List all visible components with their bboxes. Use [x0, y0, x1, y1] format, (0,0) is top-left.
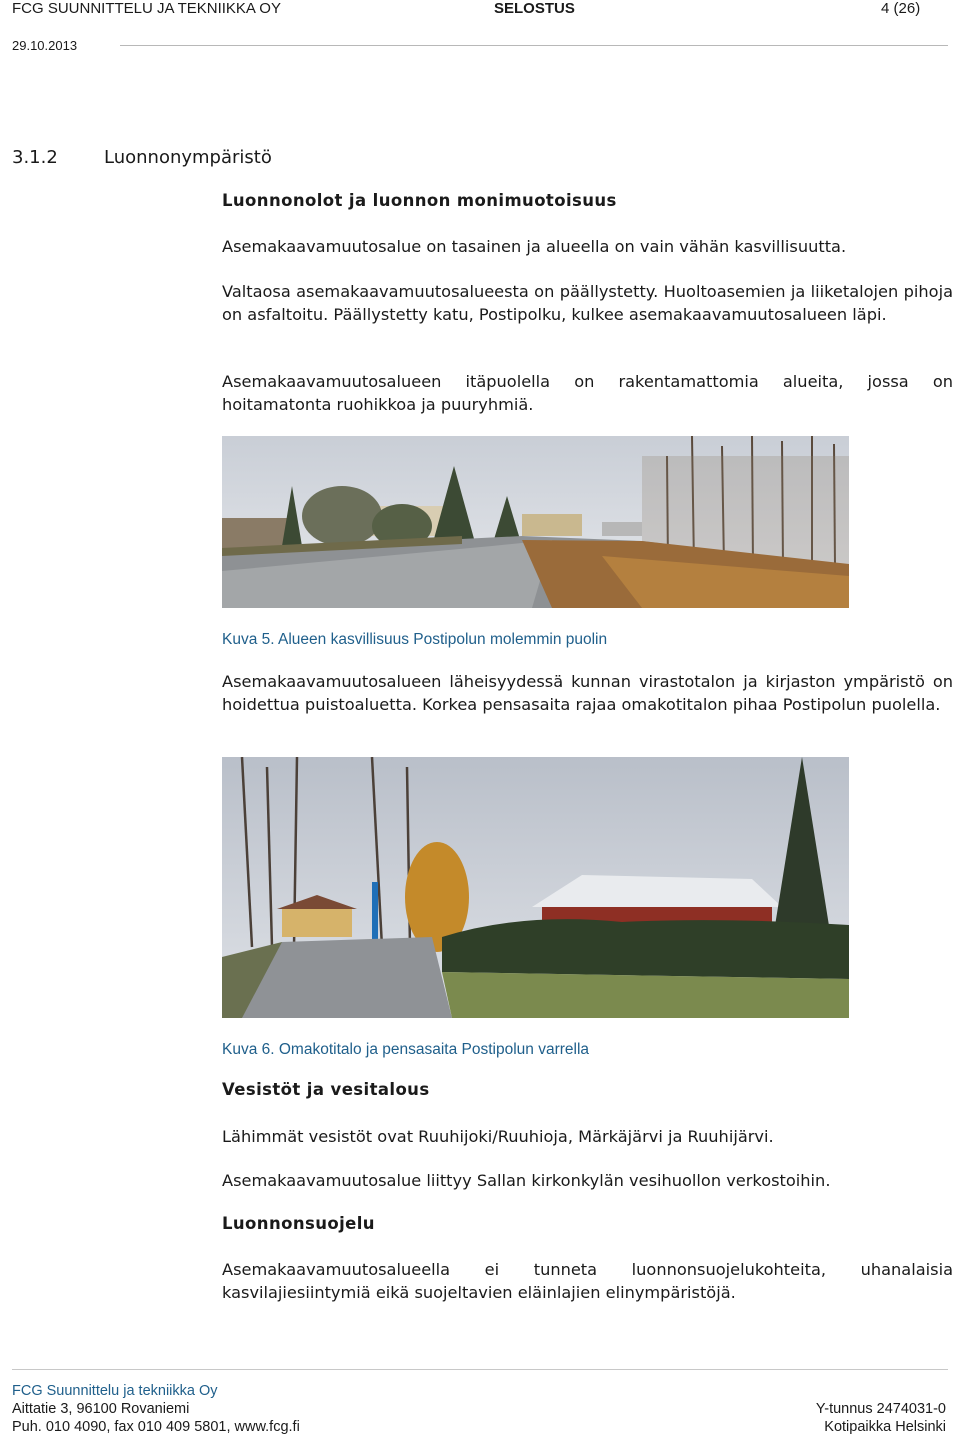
subheading-nature: Luonnonolot ja luonnon monimuotoisuus: [222, 191, 617, 210]
figure-5-caption: Kuva 5. Alueen kasvillisuus Postipolun molemmin puolin: [222, 631, 608, 648]
section-number: 3.1.2: [12, 147, 58, 168]
roadside-vegetation-panorama: [222, 436, 849, 608]
footer-company: FCG Suunnittelu ja tekniikka Oy: [12, 1383, 218, 1399]
header-document-type: SELOSTUS: [494, 0, 575, 17]
subheading-water: Vesistöt ja vesitalous: [222, 1080, 430, 1099]
subheading-protection: Luonnonsuojelu: [222, 1214, 375, 1233]
paragraph-6: Asemakaavamuutosalue liittyy Sallan kirkonkylän vesihuollon verkostoihin.: [222, 1171, 831, 1190]
footer-business-id: Y-tunnus 2474031-0: [815, 1401, 946, 1417]
footer-address: Aittatie 3, 96100 Rovaniemi: [12, 1401, 190, 1417]
paragraph-3: Asemakaavamuutosalueen itäpuolella on rakentamattomia alueita, jossa on hoitamatonta ruohikkoa ja puuryhmiä.: [222, 372, 953, 414]
header-date: 29.10.2013: [12, 38, 78, 53]
paragraph-5: Lähimmät vesistöt ovat Ruuhijoki/Ruuhioja, Märkäjärvi ja Ruuhijärvi.: [222, 1127, 774, 1146]
paragraph-4: Asemakaavamuutosalueen läheisyydessä kunnan virastotalon ja kirjaston ympäristö on hoidettua puistoaluetta. Korkea pensasaita rajaa omakotitalon pihaa Postipolun puolella.: [222, 672, 953, 714]
footer-divider: [12, 1369, 948, 1370]
figure-6-photo: [222, 757, 849, 1018]
figure-5-photo: [222, 436, 849, 608]
paragraph-7: Asemakaavamuutosalueella ei tunneta luonnonsuojelukohteita, uhanalaisia kasvilajiesiintymiä eikä suojeltavien eläinlajien elinympäristöjä.: [222, 1260, 953, 1302]
house-and-hedge-photo: [222, 757, 849, 1018]
paragraph-1: Asemakaavamuutosalue on tasainen ja alueella on vain vähän kasvillisuutta.: [222, 237, 847, 256]
figure-6-caption: Kuva 6. Omakotitalo ja pensasaita Postipolun varrella: [222, 1041, 590, 1058]
footer-domicile: Kotipaikka Helsinki: [824, 1419, 946, 1435]
footer-contact: Puh. 010 4090, fax 010 409 5801, www.fcg.fi: [12, 1419, 300, 1435]
paragraph-2: Valtaosa asemakaavamuutosalueesta on päällystetty. Huoltoasemien ja liiketalojen pihoja on asfaltoitu. Päällystetty katu, Postipolku, kulkee asemakaavamuutosalueen läpi.: [222, 282, 953, 324]
header-divider: [120, 45, 948, 46]
header-company: FCG SUUNNITTELU JA TEKNIIKKA OY: [12, 0, 281, 17]
header-page-number: 4 (26): [881, 0, 921, 17]
section-title: Luonnonympäristö: [104, 147, 272, 168]
